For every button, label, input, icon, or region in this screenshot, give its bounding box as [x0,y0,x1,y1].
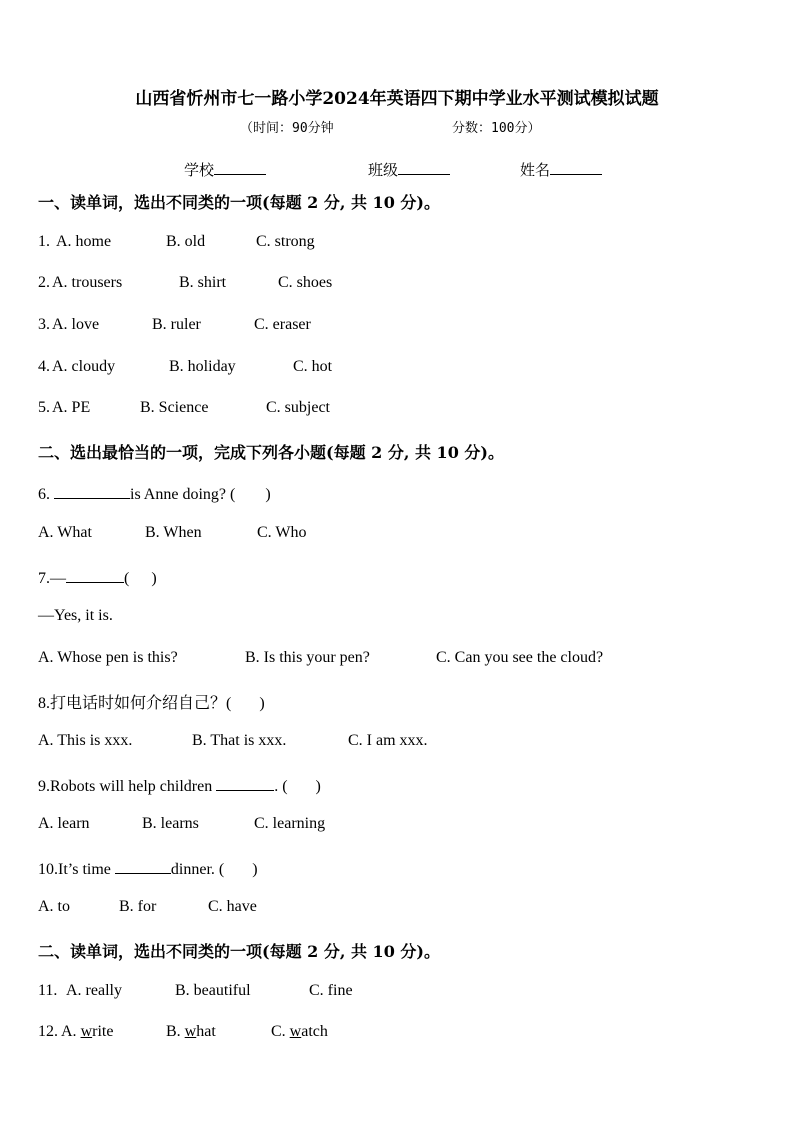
answer-blank[interactable] [115,857,171,874]
paren-close: ) [265,486,271,503]
question-number: 2. [38,274,50,291]
option-a: A. This is xxx. [38,732,133,749]
option-c: C. eraser [254,316,311,333]
name-field [520,159,602,180]
question-6 [38,482,271,504]
option-a: A. Whose pen is this? [38,649,178,666]
option-a: A. PE [52,399,91,416]
option-a: A. trousers [52,274,123,291]
option-c: C. have [208,898,257,915]
question-7 [38,566,157,588]
option-b [166,1023,216,1041]
option-a: A. to [38,898,70,915]
option-b: B. beautiful [175,982,251,999]
question-number: 3. [38,316,50,333]
option-b: B. ruler [152,316,201,333]
option-b: B. for [119,898,157,915]
question-number: 6. [38,486,50,503]
name-blank[interactable] [550,159,602,175]
school-label: 学校 [184,161,215,179]
section-heading-3: 二、读单词，选出不同类的一项(每题 2 分, 共 10 分)。 [38,942,440,961]
option-a: A. learn [38,815,90,832]
answer-blank[interactable] [54,482,130,499]
option-b: B. shirt [179,274,227,291]
underlined-letter: w [80,1023,93,1040]
option-a [61,1023,113,1041]
paren-close: ) [151,570,157,587]
option-b: B. holiday [169,358,236,375]
question-text: 10.It’s time [38,861,111,878]
option-c: C. subject [266,399,330,416]
option-a: A. home [56,233,112,250]
question-number: 5. [38,399,50,416]
option-c: C. shoes [278,274,333,291]
question-9 [38,774,321,796]
answer-blank[interactable] [66,566,124,583]
option-c: C. Can you see the cloud? [436,649,604,666]
option-letter: A. [61,1023,81,1040]
option-letter: B. [166,1023,185,1040]
option-rest: rite [92,1023,114,1040]
option-b: B. Science [140,399,209,416]
question-tail: . ( [274,778,288,795]
option-b: B. learns [142,815,199,832]
option-rest: atch [301,1023,328,1040]
paren-close: ) [252,861,258,878]
exam-score: 分数：100分） [452,121,541,136]
option-b: B. old [166,233,206,250]
page-title: 山西省忻州市七一路小学2024年英语四下期中学业水平测试模拟试题 [135,89,659,109]
option-rest: hat [196,1023,216,1040]
option-b: B. Is this your pen? [245,649,370,666]
option-c: C. I am xxx. [348,732,428,749]
option-a: A. really [66,982,122,999]
option-b: B. When [145,524,202,541]
option-c: C. strong [256,233,315,250]
option-a: A. cloudy [52,358,116,375]
paren-close: ) [315,778,321,795]
option-c: C. Who [257,524,307,541]
option-a: A. love [52,316,100,333]
question-text: 9.Robots will help children [38,778,213,795]
question-tail: dinner. ( [170,861,225,878]
section-heading-1: 一、读单词，选出不同类的一项(每题 2 分, 共 10 分)。 [38,193,440,212]
class-field [368,159,450,180]
question-8 [38,690,265,713]
paren-open: ( [124,570,130,587]
option-c: C. fine [309,982,353,999]
underlined-letter: w [289,1023,302,1040]
question-number: 11. [38,982,58,999]
class-blank[interactable] [398,159,450,175]
exam-time: （时间：90分钟 [240,121,334,136]
option-c: C. hot [293,358,333,375]
question-10 [38,857,258,879]
question-number: 7.— [38,570,66,587]
option-b: B. That is xxx. [192,732,287,749]
class-label: 班级 [368,161,399,179]
question-number: 12. [38,1023,58,1040]
question-number: 1. [38,233,50,250]
paren-close: ) [259,695,265,712]
underlined-letter: w [184,1023,197,1040]
question-7-reply: —Yes, it is. [38,607,113,624]
option-c: C. learning [254,815,326,832]
question-number: 4. [38,358,50,375]
option-letter: C. [271,1023,290,1040]
option-c [271,1023,328,1041]
answer-blank[interactable] [216,774,274,791]
name-label: 姓名 [520,161,551,179]
section-heading-2: 二、选出最恰当的一项，完成下列各小题(每题 2 分, 共 10 分)。 [38,443,504,462]
school-blank[interactable] [214,159,266,175]
question-text: is Anne doing? ( [130,486,236,503]
option-a: A. What [38,524,92,541]
school-field [184,159,266,180]
question-text: 8.打电话时如何介绍自己？( [38,695,232,712]
